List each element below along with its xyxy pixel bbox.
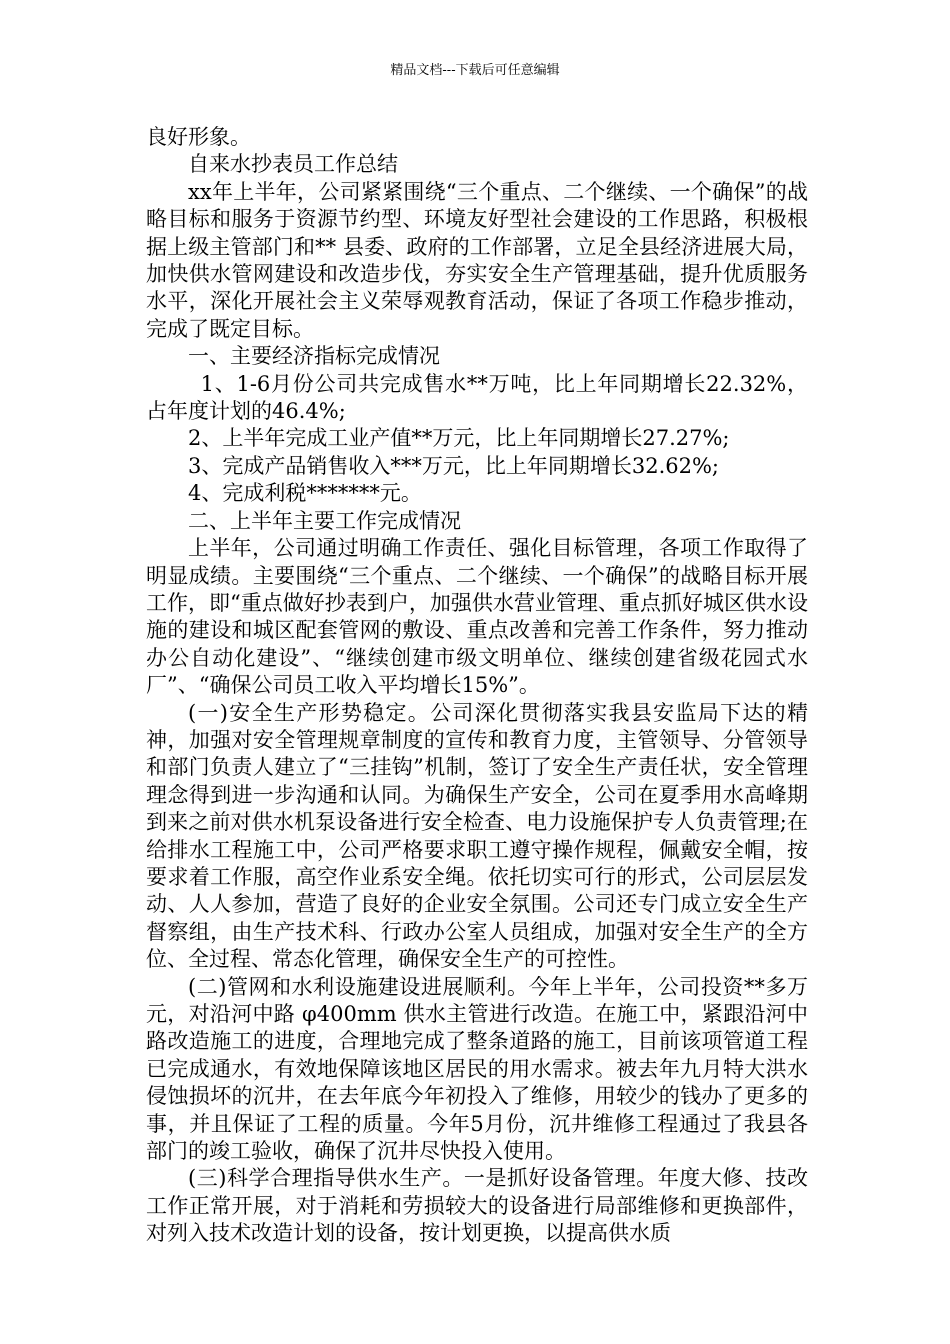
list-item-3: 3、完成产品销售收入***万元，比上年同期增长32.62%;: [188, 453, 720, 478]
list-item-1: 1、1-6月份公司共完成售水**万吨，比上年同期增长22.32%，占年度计划的46.4%;: [146, 371, 808, 424]
section-heading-1: 一、主要经济指标完成情况: [188, 344, 440, 369]
paragraph-production: (三)科学合理指导供水生产。一是抓好设备管理。年度大修、技改工作正常开展，对于消耗和劳损较大的设备进行局部维修和更换部件，对列入技术改造计划的设备，按计划更换，以提高供水质: [146, 1166, 808, 1246]
paragraph-closing-fragment: 良好形象。: [146, 125, 251, 149]
document-title: 自来水抄表员工作总结: [188, 152, 398, 177]
paragraph-intro: xx年上半年，公司紧紧围绕“三个重点、二个继续、一个确保”的战略目标和服务于资源节约型、环境友好型社会建设的工作思路，积极根据上级主管部门和** 县委、政府的工作部署，立足全县经济进展大局，加快供水管网建设和改造步伐，夯实安全生产管理基础，提升优质服务水平，深化开展社会主义荣辱观教育活动，保证了各项工作稳步推动，完成了既定目标。: [146, 179, 808, 341]
paragraph-safety: (一)安全生产形势稳定。公司深化贯彻落实我县安监局下达的精神，加强对安全管理规章制度的宣传和教育力度，主管领导、分管领导和部门负责人建立了“三挂钩”机制，签订了安全生产责任状，安全管理理念得到进一步沟通和认同。为确保生产安全，公司在夏季用水高峰期到来之前对供水机泵设备进行安全检查、电力设施保护专人负责管理;在给排水工程施工中，公司严格要求职工遵守操作规程，佩戴安全帽，按要求着工作服，高空作业系安全绳。依托切实可行的形式，公司层层发动、人人参加，营造了良好的企业安全氛围。公司还专门成立安全生产督察组，由生产技术科、行政办公室人员组成，加强对安全生产的全方位、全过程、常态化管理，确保安全生产的可控性。: [146, 700, 808, 972]
page-header: 精品文档---下载后可任意编辑: [390, 63, 560, 78]
document-body: [146, 124, 808, 1248]
paragraph-pipeline: (二)管网和水利设施建设进展顺利。今年上半年，公司投资**多万元，对沿河中路 φ400mm 供水主管进行改造。在施工中，紧跟沿河中路改造施工的进度，合理地完成了整条道路的施工，目前该项管道工程已完成通水，有效地保障该地区居民的用水需求。被去年九月特大洪水侵蚀损坏的沉井，在去年底今年初投入了维修，用较少的钱办了更多的事，并且保证了工程的质量。今年5月份，沉井维修工程通过了我县各部门的竣工验收，确保了沉井尽快投入使用。: [146, 974, 808, 1164]
list-item-2: 2、上半年完成工业产值**万元，比上年同期增长27.27%;: [188, 426, 730, 451]
paragraph-summary: 上半年，公司通过明确工作责任、强化目标管理，各项工作取得了明显成绩。主要围绕“三个重点、二个继续、一个确保”的战略目标开展工作，即“重点做好抄表到户，加强供水营业管理、重点抓好城区供水设施的建设和城区配套管网的敷设、重点改善和完善工作条件，努力推动办公自动化建设”、“继续创建市级文明单位、继续创建省级花园式水厂”、“确保公司员工收入平均增长15%”。: [146, 536, 808, 698]
list-item-4: 4、完成利税*******元。: [188, 481, 422, 506]
section-heading-2: 二、上半年主要工作完成情况: [188, 508, 461, 533]
